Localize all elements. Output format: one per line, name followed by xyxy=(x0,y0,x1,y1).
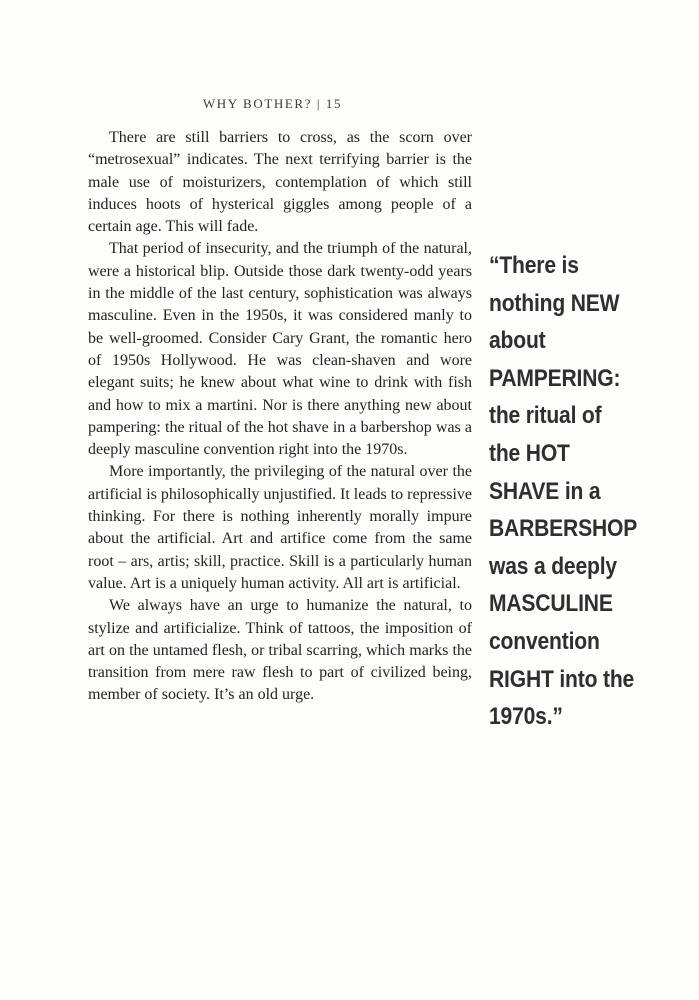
pull-quote-line: BARBERSHOP xyxy=(489,515,638,543)
pull-quote-line: PAMPERING: xyxy=(489,364,621,392)
paragraph: We always have an urge to humanize the natural, to stylize and artificialize. Think of tattoos, the imposition of art on the untamed flesh, or tribal scarring, which marks the transition from mere raw flesh to part of civilized being, member of society. It’s an old urge. xyxy=(88,597,472,704)
pull-quote-line: MASCULINE xyxy=(489,590,613,618)
body-text xyxy=(88,127,472,707)
pull-quote-line: SHAVE in a xyxy=(489,477,601,505)
pull-quote-line: convention xyxy=(489,627,600,655)
pull-quote-line: about xyxy=(489,327,546,355)
pull-quote-line: the HOT xyxy=(489,439,570,467)
pull-quote-line: the ritual of xyxy=(489,402,602,430)
pull-quote-line: 1970s.” xyxy=(489,703,563,731)
pull-quote-line: RIGHT into the xyxy=(489,665,635,693)
pull-quote-line: was a deeply xyxy=(489,552,617,580)
pull-quote-line: nothing NEW xyxy=(489,289,620,317)
running-head: WHY BOTHER? | 15 xyxy=(202,96,343,111)
pull-quote-line: “There is xyxy=(489,252,579,279)
pull-quote xyxy=(489,247,661,736)
paragraph: That period of insecurity, and the triumph of the natural, were a historical blip. Outside those dark twenty-odd years in the middle of the last century, sophistication was always masculine. Even in the 1950s, it was considered manly to be well-groomed. Consider Cary Grant, the romantic hero of 1950s Hollywood. He was clean-shaven and wore elegant suits; he knew about what wine to drink with fish and how to mix a martini. Nor is there anything new about pampering: the ritual of the hot shave in a barbershop was a deeply masculine convention right into the 1970s. xyxy=(88,240,472,459)
paragraph: More importantly, the privileging of the natural over the artificial is philosophically unjustified. It leads to repressive thinking. For there is nothing inherently morally impure about the artificial. Art and artifice come from the same root – ars, artis; skill, practice. Skill is a particularly human value. Art is a uniquely human activity. All art is artificial. xyxy=(88,463,472,592)
paragraph: There are still barriers to cross, as the scorn over “metrosexual” indicates. The next terrifying barrier is the male use of moisturizers, contemplation of which still induces hoots of hysterical giggles among people of a certain age. This will fade. xyxy=(88,129,472,236)
